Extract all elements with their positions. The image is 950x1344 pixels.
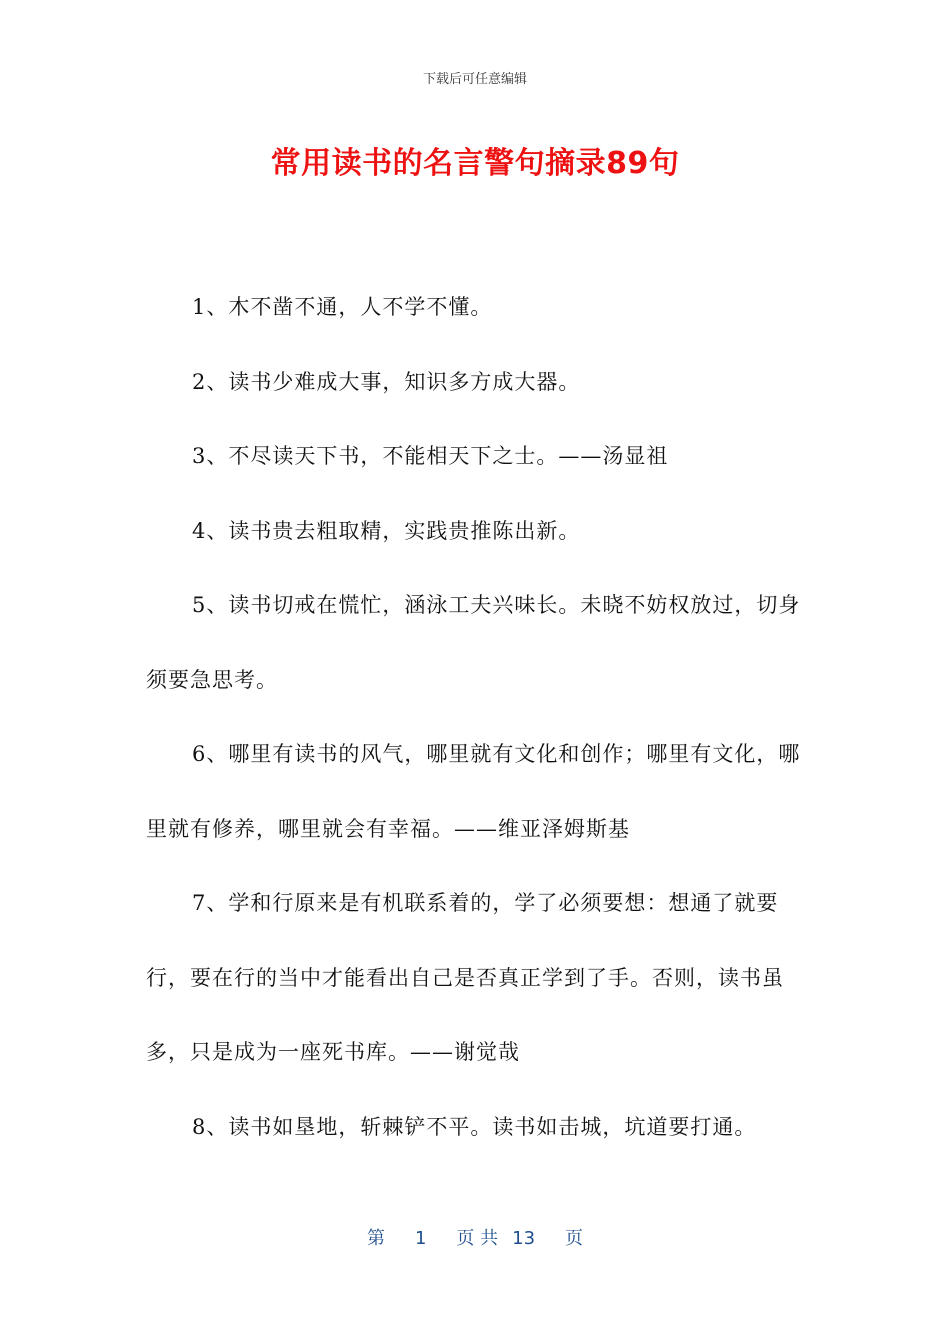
quote-paragraph-4: 4、读书贵去粗取精，实践贵推陈出新。 bbox=[192, 518, 581, 543]
quote-paragraph-8: 8、读书如垦地，斩棘铲不平。读书如击城，坑道要打通。 bbox=[192, 1114, 757, 1139]
footer-page-suffix: 页 bbox=[565, 1228, 584, 1249]
document-title: 常用读书的名言警句摘录89句 bbox=[270, 146, 680, 181]
quote-paragraph-1: 1、木不凿不通，人不学不懂。 bbox=[192, 295, 493, 319]
footer-page-middle: 页 共 bbox=[456, 1228, 499, 1249]
quote-paragraph-2: 2、读书少难成大事，知识多方成大器。 bbox=[192, 369, 581, 394]
footer-current-page: 1 bbox=[414, 1228, 427, 1249]
quote-paragraph-6: 6、哪里有读书的风气，哪里就有文化和创作；哪里有文化，哪里就有修养，哪里就会有幸福。——维亚泽姆斯基 bbox=[146, 742, 801, 841]
quote-paragraph-7: 7、学和行原来是有机联系着的，学了必须要想：想通了就要行，要在行的当中才能看出自己是否真正学到了手。否则，读书虽多，只是成为一座死书库。——谢觉哉 bbox=[146, 891, 784, 1064]
quote-paragraph-3: 3、不尽读天下书，不能相天下之士。——汤显祖 bbox=[192, 444, 669, 468]
footer-total-pages: 13 bbox=[512, 1228, 536, 1249]
footer-page-prefix: 第 bbox=[366, 1228, 385, 1249]
header-note: 下载后可任意编辑 bbox=[422, 72, 527, 87]
document-body bbox=[146, 270, 816, 1164]
quote-paragraph-5: 5、读书切戒在慌忙，涵泳工夫兴味长。未晓不妨权放过，切身须要急思考。 bbox=[146, 593, 801, 692]
page-footer bbox=[0, 1224, 950, 1250]
